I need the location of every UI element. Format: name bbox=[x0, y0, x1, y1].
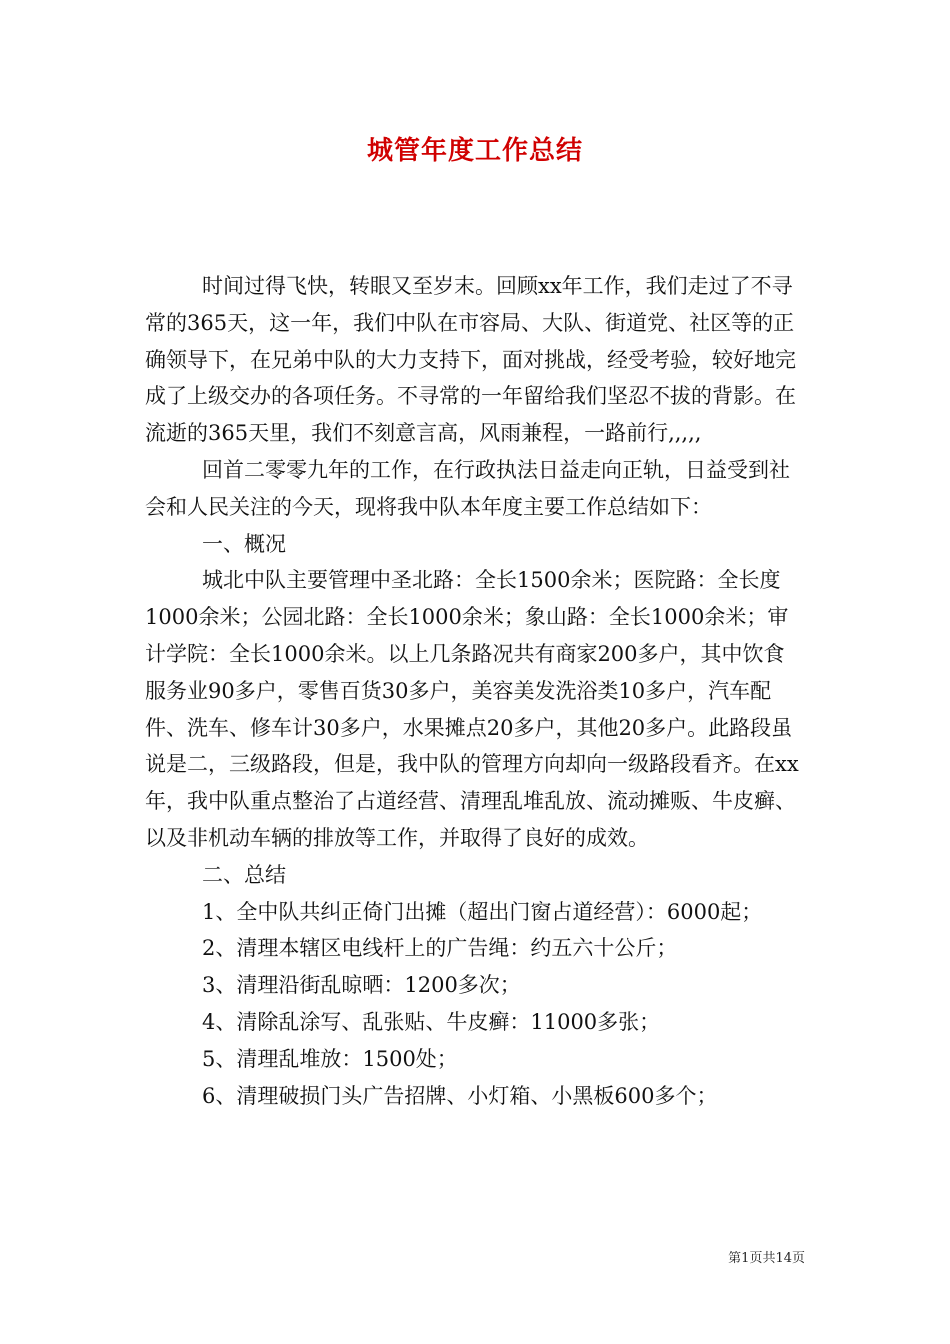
summary-item-5: 5、清理乱堆放：1500处； bbox=[202, 1046, 458, 1071]
section-heading-summary: 二、总结 bbox=[202, 862, 286, 887]
summary-item-1: 1、全中队共纠正倚门出摊（超出门窗占道经营）：6000起； bbox=[202, 899, 763, 924]
document-body bbox=[145, 268, 805, 1114]
page-number: 第1页共14页 bbox=[728, 1251, 805, 1266]
paragraph-overview: 城北中队主要管理中圣北路：全长1500余米；医院路：全长度1000余米；公园北路：全长1000余米；象山路：全长1000余米；审计学院：全长1000余米。以上几条路况共有商家200多户，其中饮食服务业90多户，零售百货30多户，美容美发洗浴类10多户，汽车配件、洗车、修车计30多户，水果摊点20多户，其他20多户。此路段虽说是二，三级路段，但是，我中队的管理方向却向一级路段看齐。在xx年，我中队重点整治了占道经营、清理乱堆乱放、流动摊贩、牛皮癣、以及非机动车辆的排放等工作，并取得了良好的成效。 bbox=[145, 568, 799, 850]
paragraph-intro: 时间过得飞快，转眼又至岁末。回顾xx年工作，我们走过了不寻常的365天，这一年，我们中队在市容局、大队、街道党、社区等的正确领导下，在兄弟中队的大力支持下，面对挑战，经受考验，较好地完成了上级交办的各项任务。不寻常的一年留给我们坚忍不拔的背影。在流逝的365天里，我们不刻意言高，风雨兼程，一路前行,,,,, bbox=[145, 274, 796, 446]
paragraph-review: 回首二零零九年的工作，在行政执法日益走向正轨，日益受到社会和人民关注的今天，现将我中队本年度主要工作总结如下： bbox=[145, 457, 790, 519]
summary-item-6: 6、清理破损门头广告招牌、小灯箱、小黑板600多个； bbox=[202, 1083, 718, 1108]
summary-item-4: 4、清除乱涂写、乱张贴、牛皮癣：11000多张； bbox=[202, 1009, 661, 1034]
section-heading-overview: 一、概况 bbox=[202, 531, 286, 556]
summary-item-2: 2、清理本辖区电线杆上的广告绳：约五六十公斤； bbox=[202, 936, 678, 961]
document-title: 城管年度工作总结 bbox=[366, 136, 583, 166]
summary-item-3: 3、清理沿街乱晾晒：1200多次； bbox=[202, 973, 521, 998]
